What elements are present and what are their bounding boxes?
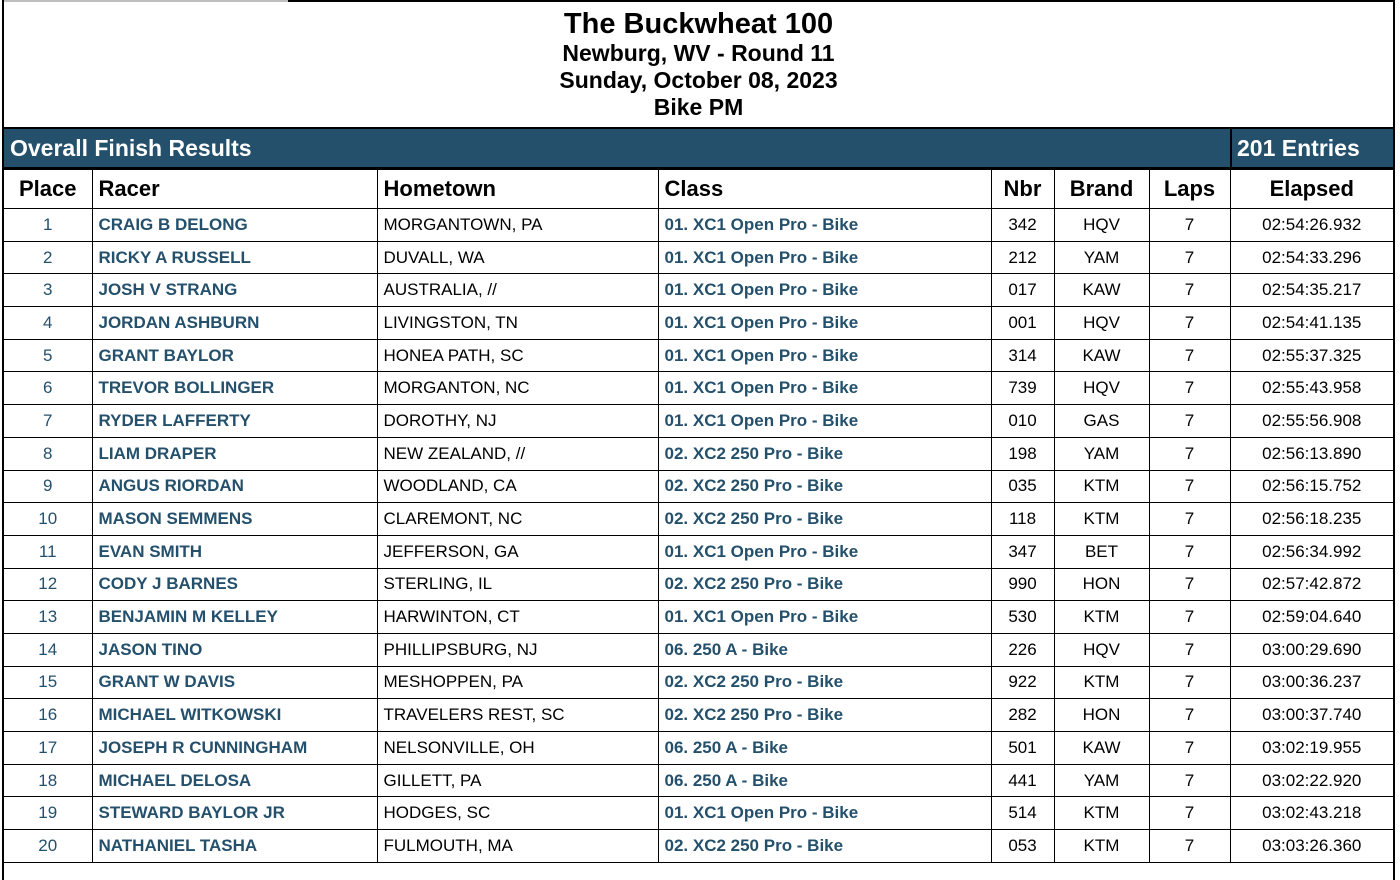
brand-cell: KTM (1054, 830, 1149, 863)
elapsed-cell: 02:54:26.932 (1230, 209, 1393, 242)
laps-cell: 7 (1149, 241, 1230, 274)
laps-cell: 7 (1149, 307, 1230, 340)
place-cell: 15 (4, 666, 92, 699)
laps-cell: 7 (1149, 470, 1230, 503)
col-header-place[interactable]: Place (4, 170, 92, 209)
racer-name-link[interactable]: CODY J BARNES (92, 568, 377, 601)
table-row (4, 339, 1393, 372)
event-date: Sunday, October 08, 2023 (559, 67, 838, 93)
place-cell: 12 (4, 568, 92, 601)
table-row (4, 535, 1393, 568)
hometown-cell: STERLING, IL (377, 568, 658, 601)
brand-cell: HQV (1054, 209, 1149, 242)
racer-name-link[interactable]: GRANT W DAVIS (92, 666, 377, 699)
hometown-cell: MORGANTOWN, PA (377, 209, 658, 242)
number-cell: 001 (991, 307, 1054, 340)
number-cell: 922 (991, 666, 1054, 699)
col-header-brand[interactable]: Brand (1054, 170, 1149, 209)
brand-cell: KTM (1054, 503, 1149, 536)
brand-cell: HON (1054, 699, 1149, 732)
number-cell: 314 (991, 339, 1054, 372)
place-cell: 17 (4, 732, 92, 765)
table-header-row (4, 170, 1393, 209)
elapsed-cell: 02:57:42.872 (1230, 568, 1393, 601)
racer-name-link[interactable]: BENJAMIN M KELLEY (92, 601, 377, 634)
racer-name-link[interactable]: JORDAN ASHBURN (92, 307, 377, 340)
place-cell: 19 (4, 797, 92, 830)
hometown-cell: GILLETT, PA (377, 764, 658, 797)
racer-name-link[interactable]: JOSH V STRANG (92, 274, 377, 307)
number-cell: 017 (991, 274, 1054, 307)
number-cell: 212 (991, 241, 1054, 274)
elapsed-cell: 02:59:04.640 (1230, 601, 1393, 634)
racer-name-link[interactable]: GRANT BAYLOR (92, 339, 377, 372)
place-cell: 20 (4, 830, 92, 863)
class-link[interactable]: 01. XC1 Open Pro - Bike (658, 535, 991, 568)
elapsed-cell: 02:56:34.992 (1230, 535, 1393, 568)
table-row (4, 437, 1393, 470)
brand-cell: HQV (1054, 372, 1149, 405)
laps-cell: 7 (1149, 274, 1230, 307)
table-row (4, 797, 1393, 830)
hometown-cell: HODGES, SC (377, 797, 658, 830)
class-link[interactable]: 01. XC1 Open Pro - Bike (658, 241, 991, 274)
place-cell: 8 (4, 437, 92, 470)
class-link[interactable]: 02. XC2 250 Pro - Bike (658, 470, 991, 503)
hometown-cell: JEFFERSON, GA (377, 535, 658, 568)
number-cell: 739 (991, 372, 1054, 405)
class-link[interactable]: 01. XC1 Open Pro - Bike (658, 307, 991, 340)
table-row (4, 372, 1393, 405)
place-cell: 18 (4, 764, 92, 797)
number-cell: 347 (991, 535, 1054, 568)
racer-name-link[interactable]: MICHAEL WITKOWSKI (92, 699, 377, 732)
laps-cell: 7 (1149, 209, 1230, 242)
banner-divider (1230, 129, 1232, 167)
hometown-cell: LIVINGSTON, TN (377, 307, 658, 340)
table-row (4, 470, 1393, 503)
brand-cell: KAW (1054, 339, 1149, 372)
laps-cell: 7 (1149, 535, 1230, 568)
elapsed-cell: 02:56:15.752 (1230, 470, 1393, 503)
results-sheet (2, 0, 1395, 880)
hometown-cell: HONEA PATH, SC (377, 339, 658, 372)
number-cell: 282 (991, 699, 1054, 732)
entries-count: 201 Entries (1237, 135, 1360, 161)
table-row (4, 209, 1393, 242)
hometown-cell: PHILLIPSBURG, NJ (377, 633, 658, 666)
elapsed-cell: 03:03:26.360 (1230, 830, 1393, 863)
elapsed-cell: 02:55:37.325 (1230, 339, 1393, 372)
brand-cell: HON (1054, 568, 1149, 601)
elapsed-cell: 03:02:19.955 (1230, 732, 1393, 765)
brand-cell: YAM (1054, 241, 1149, 274)
racer-name-link[interactable]: CRAIG B DELONG (92, 209, 377, 242)
col-header-hometown[interactable]: Hometown (377, 170, 658, 209)
brand-cell: KAW (1054, 732, 1149, 765)
laps-cell: 7 (1149, 568, 1230, 601)
number-cell: 514 (991, 797, 1054, 830)
class-link[interactable]: 02. XC2 250 Pro - Bike (658, 699, 991, 732)
place-cell: 3 (4, 274, 92, 307)
event-title: The Buckwheat 100 (563, 8, 834, 40)
brand-cell: HQV (1054, 633, 1149, 666)
table-row (4, 732, 1393, 765)
place-cell: 5 (4, 339, 92, 372)
elapsed-cell: 03:02:22.920 (1230, 764, 1393, 797)
col-header-class[interactable]: Class (658, 170, 991, 209)
laps-cell: 7 (1149, 405, 1230, 438)
class-link[interactable]: 02. XC2 250 Pro - Bike (658, 830, 991, 863)
hometown-cell: TRAVELERS REST, SC (377, 699, 658, 732)
hometown-cell: WOODLAND, CA (377, 470, 658, 503)
col-header-nbr[interactable]: Nbr (991, 170, 1054, 209)
hometown-cell: DOROTHY, NJ (377, 405, 658, 438)
brand-cell: GAS (1054, 405, 1149, 438)
results-banner-label: Overall Finish Results (10, 135, 252, 161)
brand-cell: KTM (1054, 601, 1149, 634)
laps-cell: 7 (1149, 503, 1230, 536)
hometown-cell: NEW ZEALAND, // (377, 437, 658, 470)
brand-cell: YAM (1054, 437, 1149, 470)
number-cell: 226 (991, 633, 1054, 666)
class-link[interactable]: 01. XC1 Open Pro - Bike (658, 339, 991, 372)
place-cell: 9 (4, 470, 92, 503)
racer-name-link[interactable]: MICHAEL DELOSA (92, 764, 377, 797)
number-cell: 010 (991, 405, 1054, 438)
elapsed-cell: 02:55:56.908 (1230, 405, 1393, 438)
hometown-cell: AUSTRALIA, // (377, 274, 658, 307)
table-row (4, 274, 1393, 307)
class-link[interactable]: 01. XC1 Open Pro - Bike (658, 209, 991, 242)
brand-cell: KTM (1054, 797, 1149, 830)
place-cell: 7 (4, 405, 92, 438)
number-cell: 501 (991, 732, 1054, 765)
elapsed-cell: 02:54:33.296 (1230, 241, 1393, 274)
laps-cell: 7 (1149, 830, 1230, 863)
class-link[interactable]: 02. XC2 250 Pro - Bike (658, 503, 991, 536)
col-header-racer[interactable]: Racer (92, 170, 377, 209)
class-link[interactable]: 01. XC1 Open Pro - Bike (658, 274, 991, 307)
hometown-cell: FULMOUTH, MA (377, 830, 658, 863)
racer-name-link[interactable]: STEWARD BAYLOR JR (92, 797, 377, 830)
racer-name-link[interactable]: RYDER LAFFERTY (92, 405, 377, 438)
table-row (4, 568, 1393, 601)
results-table (4, 169, 1393, 863)
col-header-elapsed[interactable]: Elapsed (1230, 170, 1393, 209)
event-location-round: Newburg, WV - Round 11 (562, 40, 835, 66)
racer-name-link[interactable]: ANGUS RIORDAN (92, 470, 377, 503)
results-body (4, 209, 1393, 863)
place-cell: 11 (4, 535, 92, 568)
elapsed-cell: 03:00:37.740 (1230, 699, 1393, 732)
class-link[interactable]: 06. 250 A - Bike (658, 764, 991, 797)
class-link[interactable]: 01. XC1 Open Pro - Bike (658, 372, 991, 405)
racer-name-link[interactable]: NATHANIEL TASHA (92, 830, 377, 863)
hometown-cell: HARWINTON, CT (377, 601, 658, 634)
place-cell: 6 (4, 372, 92, 405)
table-row (4, 241, 1393, 274)
table-row (4, 764, 1393, 797)
class-link[interactable]: 02. XC2 250 Pro - Bike (658, 568, 991, 601)
laps-cell: 7 (1149, 666, 1230, 699)
laps-cell: 7 (1149, 699, 1230, 732)
class-link[interactable]: 01. XC1 Open Pro - Bike (658, 405, 991, 438)
elapsed-cell: 02:55:43.958 (1230, 372, 1393, 405)
place-cell: 1 (4, 209, 92, 242)
laps-cell: 7 (1149, 732, 1230, 765)
place-cell: 16 (4, 699, 92, 732)
laps-cell: 7 (1149, 633, 1230, 666)
hometown-cell: CLAREMONT, NC (377, 503, 658, 536)
number-cell: 118 (991, 503, 1054, 536)
laps-cell: 7 (1149, 764, 1230, 797)
hometown-cell: DUVALL, WA (377, 241, 658, 274)
class-link[interactable]: 01. XC1 Open Pro - Bike (658, 797, 991, 830)
laps-cell: 7 (1149, 372, 1230, 405)
racer-name-link[interactable]: MASON SEMMENS (92, 503, 377, 536)
brand-cell: BET (1054, 535, 1149, 568)
table-row (4, 699, 1393, 732)
number-cell: 342 (991, 209, 1054, 242)
brand-cell: KTM (1054, 470, 1149, 503)
racer-name-link[interactable]: EVAN SMITH (92, 535, 377, 568)
number-cell: 530 (991, 601, 1054, 634)
number-cell: 053 (991, 830, 1054, 863)
number-cell: 035 (991, 470, 1054, 503)
racer-name-link[interactable]: JOSEPH R CUNNINGHAM (92, 732, 377, 765)
table-row (4, 830, 1393, 863)
event-session: Bike PM (653, 94, 744, 120)
number-cell: 198 (991, 437, 1054, 470)
number-cell: 441 (991, 764, 1054, 797)
class-link[interactable]: 01. XC1 Open Pro - Bike (658, 601, 991, 634)
hometown-cell: NELSONVILLE, OH (377, 732, 658, 765)
brand-cell: KTM (1054, 666, 1149, 699)
brand-cell: HQV (1054, 307, 1149, 340)
number-cell: 990 (991, 568, 1054, 601)
event-header (4, 2, 1393, 129)
results-banner (4, 129, 1393, 169)
elapsed-cell: 02:54:41.135 (1230, 307, 1393, 340)
place-cell: 2 (4, 241, 92, 274)
hometown-cell: MORGANTON, NC (377, 372, 658, 405)
class-link[interactable]: 02. XC2 250 Pro - Bike (658, 437, 991, 470)
place-cell: 13 (4, 601, 92, 634)
table-row (4, 666, 1393, 699)
class-link[interactable]: 02. XC2 250 Pro - Bike (658, 666, 991, 699)
hometown-cell: MESHOPPEN, PA (377, 666, 658, 699)
elapsed-cell: 02:56:18.235 (1230, 503, 1393, 536)
elapsed-cell: 03:00:36.237 (1230, 666, 1393, 699)
place-cell: 10 (4, 503, 92, 536)
brand-cell: KAW (1054, 274, 1149, 307)
elapsed-cell: 02:54:35.217 (1230, 274, 1393, 307)
table-row (4, 601, 1393, 634)
laps-cell: 7 (1149, 601, 1230, 634)
laps-cell: 7 (1149, 437, 1230, 470)
elapsed-cell: 02:56:13.890 (1230, 437, 1393, 470)
place-cell: 14 (4, 633, 92, 666)
place-cell: 4 (4, 307, 92, 340)
col-header-laps[interactable]: Laps (1149, 170, 1230, 209)
racer-name-link[interactable]: JASON TINO (92, 633, 377, 666)
class-link[interactable]: 06. 250 A - Bike (658, 633, 991, 666)
table-row (4, 503, 1393, 536)
racer-name-link[interactable]: TREVOR BOLLINGER (92, 372, 377, 405)
table-row (4, 405, 1393, 438)
laps-cell: 7 (1149, 797, 1230, 830)
racer-name-link[interactable]: LIAM DRAPER (92, 437, 377, 470)
elapsed-cell: 03:00:29.690 (1230, 633, 1393, 666)
table-row (4, 307, 1393, 340)
racer-name-link[interactable]: RICKY A RUSSELL (92, 241, 377, 274)
class-link[interactable]: 06. 250 A - Bike (658, 732, 991, 765)
elapsed-cell: 03:02:43.218 (1230, 797, 1393, 830)
laps-cell: 7 (1149, 339, 1230, 372)
brand-cell: YAM (1054, 764, 1149, 797)
table-row (4, 633, 1393, 666)
